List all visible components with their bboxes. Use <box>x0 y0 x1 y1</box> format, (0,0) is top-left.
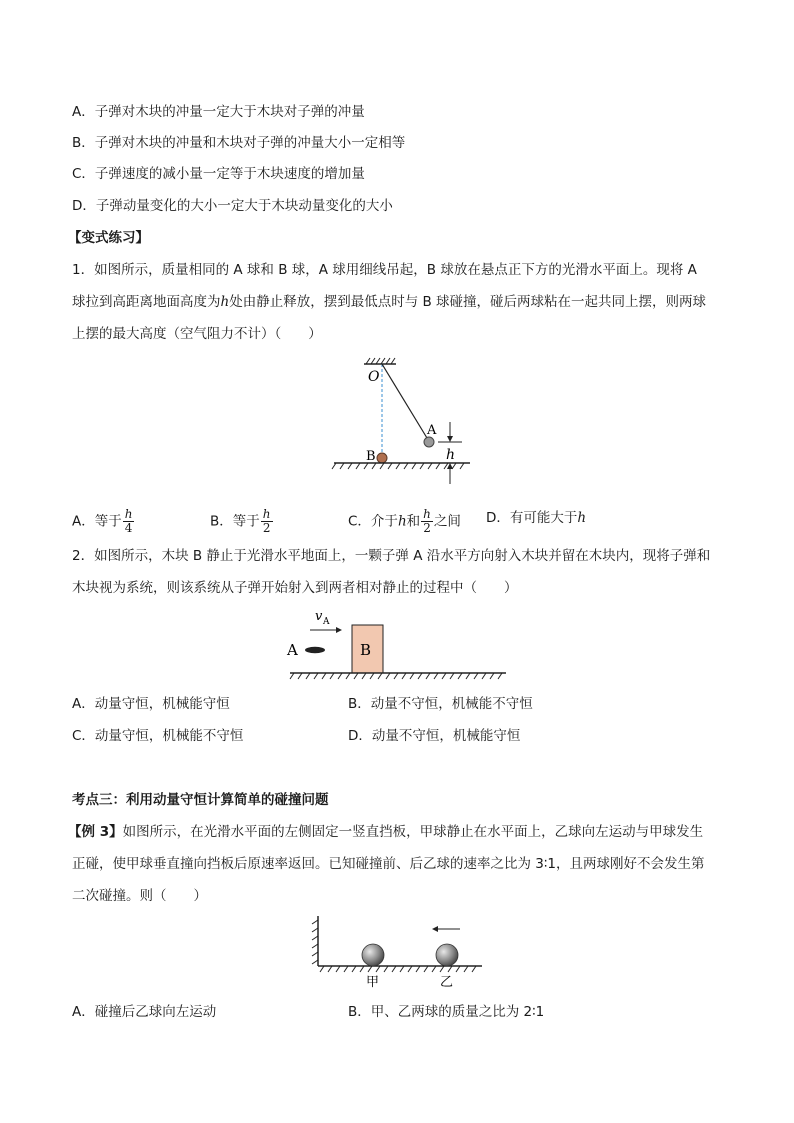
q1-option-c-text: C．介于 <box>348 513 398 530</box>
q2-line2: 木块视为系统，则该系统从子弹开始射入到两者相对静止的过程中（ ） <box>72 580 518 596</box>
ex3-option-b: B．甲、乙两球的质量之比为 2∶1 <box>348 1004 545 1020</box>
topic3-title: 考点三：利用动量守恒计算简单的碰撞问题 <box>72 792 329 808</box>
q2-option-c: C．动量守恒，机械能不守恒 <box>72 728 244 744</box>
ball-a-label: A <box>427 423 437 438</box>
prev-option-b: B．子弹对木块的冲量和木块对子弹的冲量大小一定相等 <box>72 135 406 151</box>
q1-option-c-mid: 和 <box>406 513 421 530</box>
q1-option-a <box>72 508 135 535</box>
q1-option-b-text: B．等于 <box>210 513 260 530</box>
floor-hatch <box>290 673 502 679</box>
prev-option-c: C．子弹速度的减小量一定等于木块速度的增加量 <box>72 166 365 182</box>
ball-a <box>424 437 434 447</box>
pendulum-figure <box>330 356 480 486</box>
wall-hatch <box>312 920 318 964</box>
ball-b <box>377 453 387 463</box>
q1-option-b-fraction <box>261 508 273 535</box>
ex3-line1 <box>68 822 703 842</box>
section-title: 【变式练习】 <box>68 230 149 246</box>
q1-option-d-var: h <box>577 510 587 526</box>
q1-option-b-den: 2 <box>262 521 271 535</box>
q1-option-d <box>486 508 586 528</box>
ex3-option-a: A．碰撞后乙球向左运动 <box>72 1004 217 1020</box>
q1-option-a-text: A．等于 <box>72 513 122 530</box>
floor-hatch <box>320 966 476 972</box>
q1-option-d-text: D．有可能大于 <box>486 510 578 526</box>
q1-option-a-num: h <box>124 507 133 521</box>
bullet <box>305 647 325 653</box>
ball-yi <box>436 944 458 966</box>
q1-option-c-var: h <box>397 513 407 530</box>
height-label: h <box>446 447 456 463</box>
q2-line1: 2．如图所示，木块 B 静止于光滑水平地面上，一颗子弹 A 沿水平方向射入木块并留在木块内，现将子弹和 <box>72 548 711 564</box>
velocity-arrowhead <box>336 627 342 633</box>
q1-option-c-fraction <box>421 508 433 535</box>
ball-yi-label: 乙 <box>440 975 454 990</box>
ground-hatch <box>332 463 464 469</box>
q1-option-b <box>210 508 274 535</box>
velocity-subscript: A <box>323 617 330 627</box>
q1-option-c-den: 2 <box>423 521 431 535</box>
block-label: B <box>360 641 372 659</box>
q1-line1: 1．如图所示，质量相同的 A 球和 B 球，A 球用细线吊起，B 球放在悬点正下方的光滑水平面上。现将 A <box>72 262 697 278</box>
bullet-label: A <box>287 641 298 659</box>
wall-balls-figure <box>306 912 486 992</box>
ball-jia-label: 甲 <box>366 975 380 990</box>
ex3-line3: 二次碰撞。则（ ） <box>72 888 207 904</box>
string-line <box>382 364 427 438</box>
q1-line2 <box>72 292 706 312</box>
q1-line2-var: h <box>220 294 230 310</box>
ceiling-hatch <box>366 358 395 364</box>
velocity-label: v <box>315 609 323 624</box>
q1-option-a-den: 4 <box>124 521 133 535</box>
prev-option-a: A．子弹对木块的冲量一定大于木块对子弹的冲量 <box>72 104 365 120</box>
ex3-tag: 【例 3】 <box>68 824 123 840</box>
pivot-label: O <box>368 369 380 385</box>
ex3-line2: 正碰，使甲球垂直撞向挡板后原速率返回。已知碰撞前、后乙球的速率之比为 3∶1，且两球刚好不会发生第 <box>72 856 705 872</box>
q2-option-a: A．动量守恒，机械能守恒 <box>72 696 230 712</box>
q1-line2-pre: 球拉到高距离地面高度为 <box>72 294 221 310</box>
q1-line3: 上摆的最大高度（空气阻力不计）（ ） <box>72 326 322 342</box>
q1-option-c-post: 之间 <box>433 513 461 530</box>
q2-option-b: B．动量不守恒，机械能不守恒 <box>348 696 533 712</box>
q1-option-a-fraction <box>123 508 135 535</box>
ball-b-label: B <box>366 449 376 464</box>
q2-option-d: D．动量不守恒，机械能守恒 <box>348 728 521 744</box>
bullet-block-figure <box>284 606 514 686</box>
q1-option-c <box>348 508 461 535</box>
prev-option-d: D．子弹动量变化的大小一定大于木块动量变化的大小 <box>72 198 393 214</box>
motion-arrowhead <box>432 926 438 932</box>
q1-line2-post: 处由静止释放，摆到最低点时与 B 球碰撞，碰后两球粘在一起共同上摆，则两球 <box>229 294 707 310</box>
ex3-line1-text: 如图所示，在光滑水平面的左侧固定一竖直挡板，甲球静止在水平面上，乙球向左运动与甲球发生 <box>122 824 704 840</box>
height-arrowhead-down <box>447 436 453 442</box>
ball-jia <box>362 944 384 966</box>
q1-option-c-num: h <box>423 507 431 521</box>
q1-option-b-num: h <box>262 507 271 521</box>
